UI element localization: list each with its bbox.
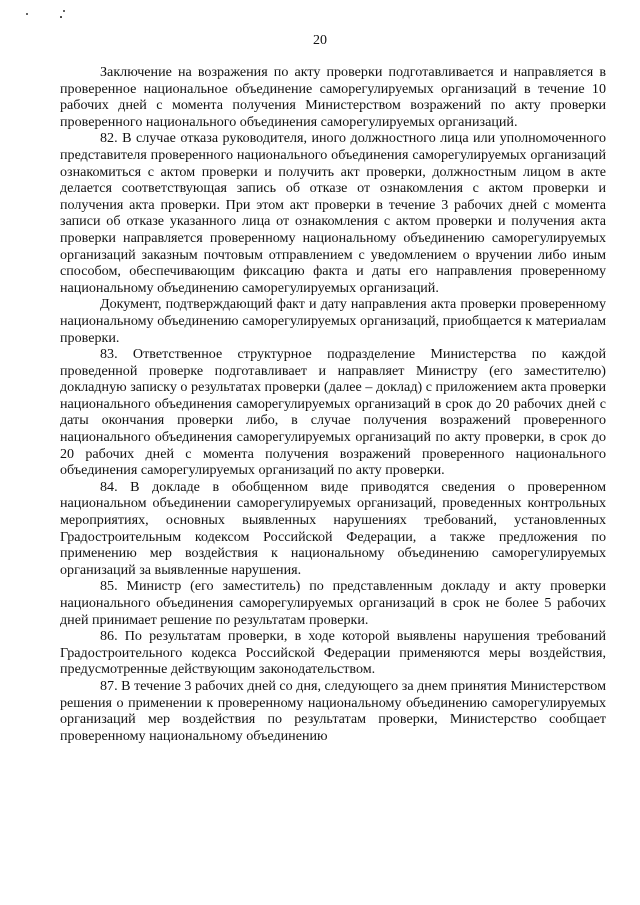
scan-speck (60, 16, 62, 18)
page-number: 20 (313, 33, 327, 48)
paragraph: 82. В случае отказа руководителя, иного должностного лица или уполномоченного представителя проверенного национального объединения саморегулируемых организаций ознакомиться с актом проверки и получить акт проверки, должностным лицом в акте делается соответствующая запись об отказе от ознакомления с актом проверки и получения акта проверки. При этом акт проверки в течение 3 рабочих дней с момента записи об отказе указанного лица от ознакомления с актом проверки и получения акта проверки направляется проверенному национальному объединению саморегулируемых организаций заказным почтовым отправлением с уведомлением о вручении либо иным способом, обеспечивающим фиксацию факта и даты его направления проверенному национальному объединению саморегулируемых организаций. (60, 130, 606, 296)
scan-speck (26, 13, 28, 15)
scan-speck (63, 10, 65, 12)
paragraph: 87. В течение 3 рабочих дней со дня, следующего за днем принятия Министерством решения о применении к проверенному национальному объединению саморегулируемых организаций мер воздействия по результатам проверки, Министерство сообщает проверенному национальному объединению (60, 677, 606, 744)
paragraph: 86. По результатам проверки, в ходе которой выявлены нарушения требований Градостроительного кодекса Российской Федерации применяются меры воздействия, предусмотренные действующим законодательством. (60, 628, 606, 678)
paragraph: 83. Ответственное структурное подразделение Министерства по каждой проведенной проверке подготавливает и направляет Министру (его заместителю) докладную записку о результатах проверки (далее – доклад) с приложением акта проверки национального объединения саморегулируемых организаций в срок до 20 рабочих дней с даты окончания проверки либо, в случае получения возражений проверенного национального объединения саморегулируемых организаций по акту проверки, в срок до 20 рабочих дней с момента получения возражений проверенного национального объединения саморегулируемых организаций по акту проверки. (60, 346, 606, 479)
paragraph: Заключение на возражения по акту проверки подготавливается и направляется в проверенное национальное объединение саморегулируемых организаций в течение 10 рабочих дней с момента получения Министерством возражений по акту проверки проверенного национального объединения саморегулируемых организаций. (60, 64, 606, 130)
paragraph: 85. Министр (его заместитель) по представленным докладу и акту проверки национального объединения саморегулируемых организаций в срок не более 5 рабочих дней принимает решение по результатам проверки. (60, 578, 606, 628)
paragraph: 84. В докладе в обобщенном виде приводятся сведения о проверенном национальном объединении саморегулируемых организаций, проведенных контрольных мероприятиях, основных выявленных нарушениях требований, установленных Градостроительным кодексом Российской Федерации, а также предложения по применению мер воздействия к национальному объединению саморегулируемых организаций за выявленные нарушения. (60, 478, 606, 578)
document-body (60, 64, 606, 744)
paragraph: Документ, подтверждающий факт и дату направления акта проверки проверенному национальному объединению саморегулируемых организаций, приобщается к материалам проверки. (60, 296, 606, 346)
